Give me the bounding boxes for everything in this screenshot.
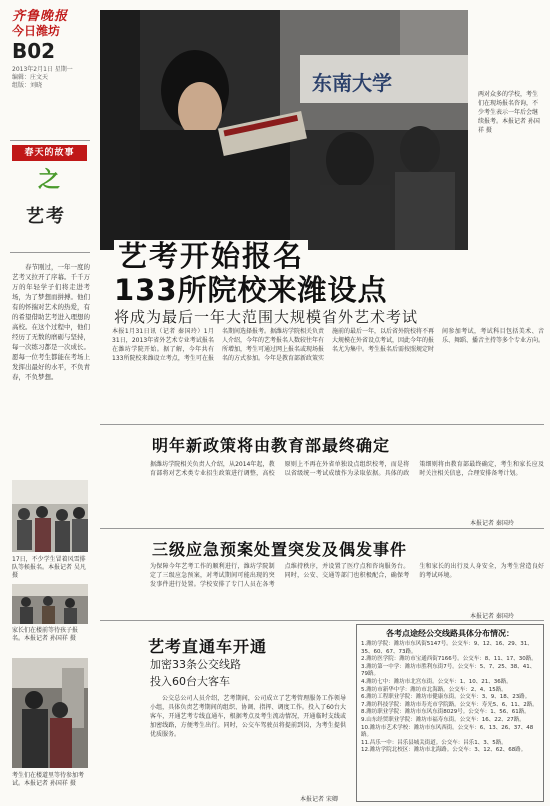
photo-parents <box>12 584 88 624</box>
divider <box>10 140 90 141</box>
date-line: 2013年2月1日 星期一 <box>12 66 73 73</box>
main-photo <box>100 10 468 250</box>
bus-story-body: 公交总公司人员介绍，艺考期间，公司成立了艺考管理服务工作领导小组，具体负责艺考期间的组织、协调、指挥、调度工作。投入了60台大客车，开通艺考专线直通车，根据考点及考生流动情况，开通临时支线或加密线路，方便考生出行。同时，公交车驾驶员将提前到岗，为考生提供优质服务。 <box>150 695 346 738</box>
section-3-body: 为保障今年艺考工作的顺利进行，潍坊学院制定了三级应急预案，对考试期间可能出现的突发事件进行处置。学校安排了专门人员在各考点维持秩序，并设置了医疗点和咨询服务台。同时，公安、交通等部门也积极配合，确保考生和家长的出行及人身安全，为考生营造良好的考试环境。 <box>150 563 544 588</box>
publication-name: 齐鲁晚报 <box>12 9 69 24</box>
left-photo-1-caption: 17日，不少学生冒着风雪排队等候报名。本报记者 吴凡 摄 <box>12 556 86 579</box>
route-item: 2.潍坊医学院：潍坊市宝通西街7166号。公交车：8、11、17、30路。 <box>361 656 537 663</box>
route-item: 10.潍坊市艺术学校：潍坊市东风西街。公交车：6、13、26、37、48路。 <box>361 724 534 739</box>
left-photo-3-caption: 考生们在楼道里等待参加考试。本报记者 孙国祥 摄 <box>12 772 85 787</box>
brush-mark: 之 <box>38 168 61 193</box>
divider <box>100 620 544 621</box>
subheadline: 将成为最后一年大范围大规模省外艺术考试 <box>114 308 419 326</box>
route-item: 3.潍坊第一中学：潍坊市胜利东街7号。公交车：5、7、25、38、41、79路。 <box>361 663 536 678</box>
column-title: 艺考 <box>26 206 66 227</box>
section-3-byline: 本报记者 秦国玲 <box>470 613 514 620</box>
bus-story-byline: 本报记者 宋卿 <box>300 796 338 803</box>
route-item: 1.潍坊学院：潍坊市东风街5147号。公交车：9、12、16、29、31、35、60、67、73路。 <box>361 641 533 655</box>
route-item: 4.潍坊七中：潍坊市北宫东街。公交车：1、10、21、36路。 <box>361 678 512 685</box>
section-label: 春天的故事 <box>12 145 87 161</box>
section-3-headline: 三级应急预案处置突发及偶发事件 <box>152 540 408 559</box>
route-item: 6.潍坊工程职业学院：潍坊市健康东街。公交车：3、9、18、23路。 <box>361 694 531 701</box>
bus-story-subheadline-1: 加密33条公交线路 <box>150 658 241 671</box>
bus-story-headline: 艺考直通车开通 <box>148 637 268 656</box>
left-photo-1 <box>12 480 88 552</box>
headline-line-2: 133所院校来潍设点 <box>114 273 388 307</box>
photo-hallway <box>12 658 88 768</box>
masthead <box>12 10 82 90</box>
lead-story-body: 本报1月31日讯（记者 秦国玲）1月31日，2013年省外艺术专业考试报名在潍坊学院开始。据了解，今年共有133所院校来潍设立考点，考生可在报名期间选择报考。据潍坊学院相关负责人介绍，今年的艺考报名人数较往年有所增加，考生可通过网上报名或现场报名的方式参加。今年是教育部新政策实施前的最后一年，以后省外院校将不再大规模在外省设点考试，因此今年的报名尤为集中。考生报名后需按照规定时间参加考试，考试科目包括美术、音乐、舞蹈、播音主持等多个专业方向。 <box>112 328 544 362</box>
route-item: 5.潍坊市新华中学：潍坊市北海路。公交车：2、4、15路。 <box>361 686 507 693</box>
section-2-body: 据潍坊学院相关负责人介绍，从2014年起，教育部将对艺术类专业招生政策进行调整，高校原则上不再在外省单独设点组织校考，而是将以省级统一考试成绩作为录取依据。具体的政策细则将由教育部最终确定，考生和家长应及时关注相关信息，合理安排备考计划。 <box>150 461 544 477</box>
route-item: 9.山东经贸职业学院：潍坊市福寿东街。公交车：16、22、27路。 <box>361 716 525 723</box>
route-item: 7.潍坊科技学院：潍坊市寿光市学院路。公交车：寿光5、6、11、2路。 <box>361 701 538 708</box>
divider <box>10 252 90 253</box>
designer-line: 组版：刘晓 <box>12 82 43 89</box>
divider <box>100 424 544 425</box>
left-photo-2 <box>12 584 88 624</box>
photo-queue <box>12 480 88 552</box>
left-photo-2-caption: 家长们在楼前等待孩子报名。本报记者 孙国祥 摄 <box>12 627 79 642</box>
banner-text: 东南大学 <box>312 71 392 95</box>
headline: 艺考开始报名 <box>114 240 308 272</box>
bus-routes-box <box>356 624 544 802</box>
section-2-headline: 明年新政策将由教育部最终确定 <box>152 436 391 455</box>
column-text: 春节刚过，一年一度的艺考又拉开了序幕。千千万万的年轻学子们将走进考场，为了梦想而拼搏。他们有的怀揣对艺术的热爱，有的希望借助艺考进入理想的高校。在这个过程中，他们经历了无数的磨砺与坚持，每一次练习都是一次成长。愿每一位考生都能在考场上发挥出最好的水平，不负青春，不负梦想。 <box>12 263 90 381</box>
divider <box>100 528 544 529</box>
route-item: 12.潍坊学院北校区：潍坊市北海路。公交车：3、12、62、68路。 <box>361 747 527 754</box>
editor-line: 编辑：庄文天 <box>12 74 49 81</box>
route-item: 8.潍坊职业学院：潍坊市东风东街8029号。公交车：1、56、61路。 <box>361 709 530 716</box>
page-number: B02 <box>12 39 56 63</box>
routes-title: 各考点途经公交线路具体分布情况： <box>386 629 514 638</box>
route-item: 11.昌乐一中：昌乐县城关街道。公交车：昌乐1、3、5路。 <box>361 739 507 746</box>
section-2-byline: 本报记者 秦国玲 <box>470 520 514 527</box>
bus-story-subheadline-2: 投入60台大客车 <box>150 675 230 688</box>
photo-registration-crowd <box>100 10 468 250</box>
main-photo-caption: 两对众多的学校，考生们在现场报名咨询，不少考生表示一年后会继续报考。本报记者 孙国祥 摄 <box>478 91 540 134</box>
left-photo-3 <box>12 658 88 768</box>
section-name: 今日潍坊 <box>12 24 61 38</box>
